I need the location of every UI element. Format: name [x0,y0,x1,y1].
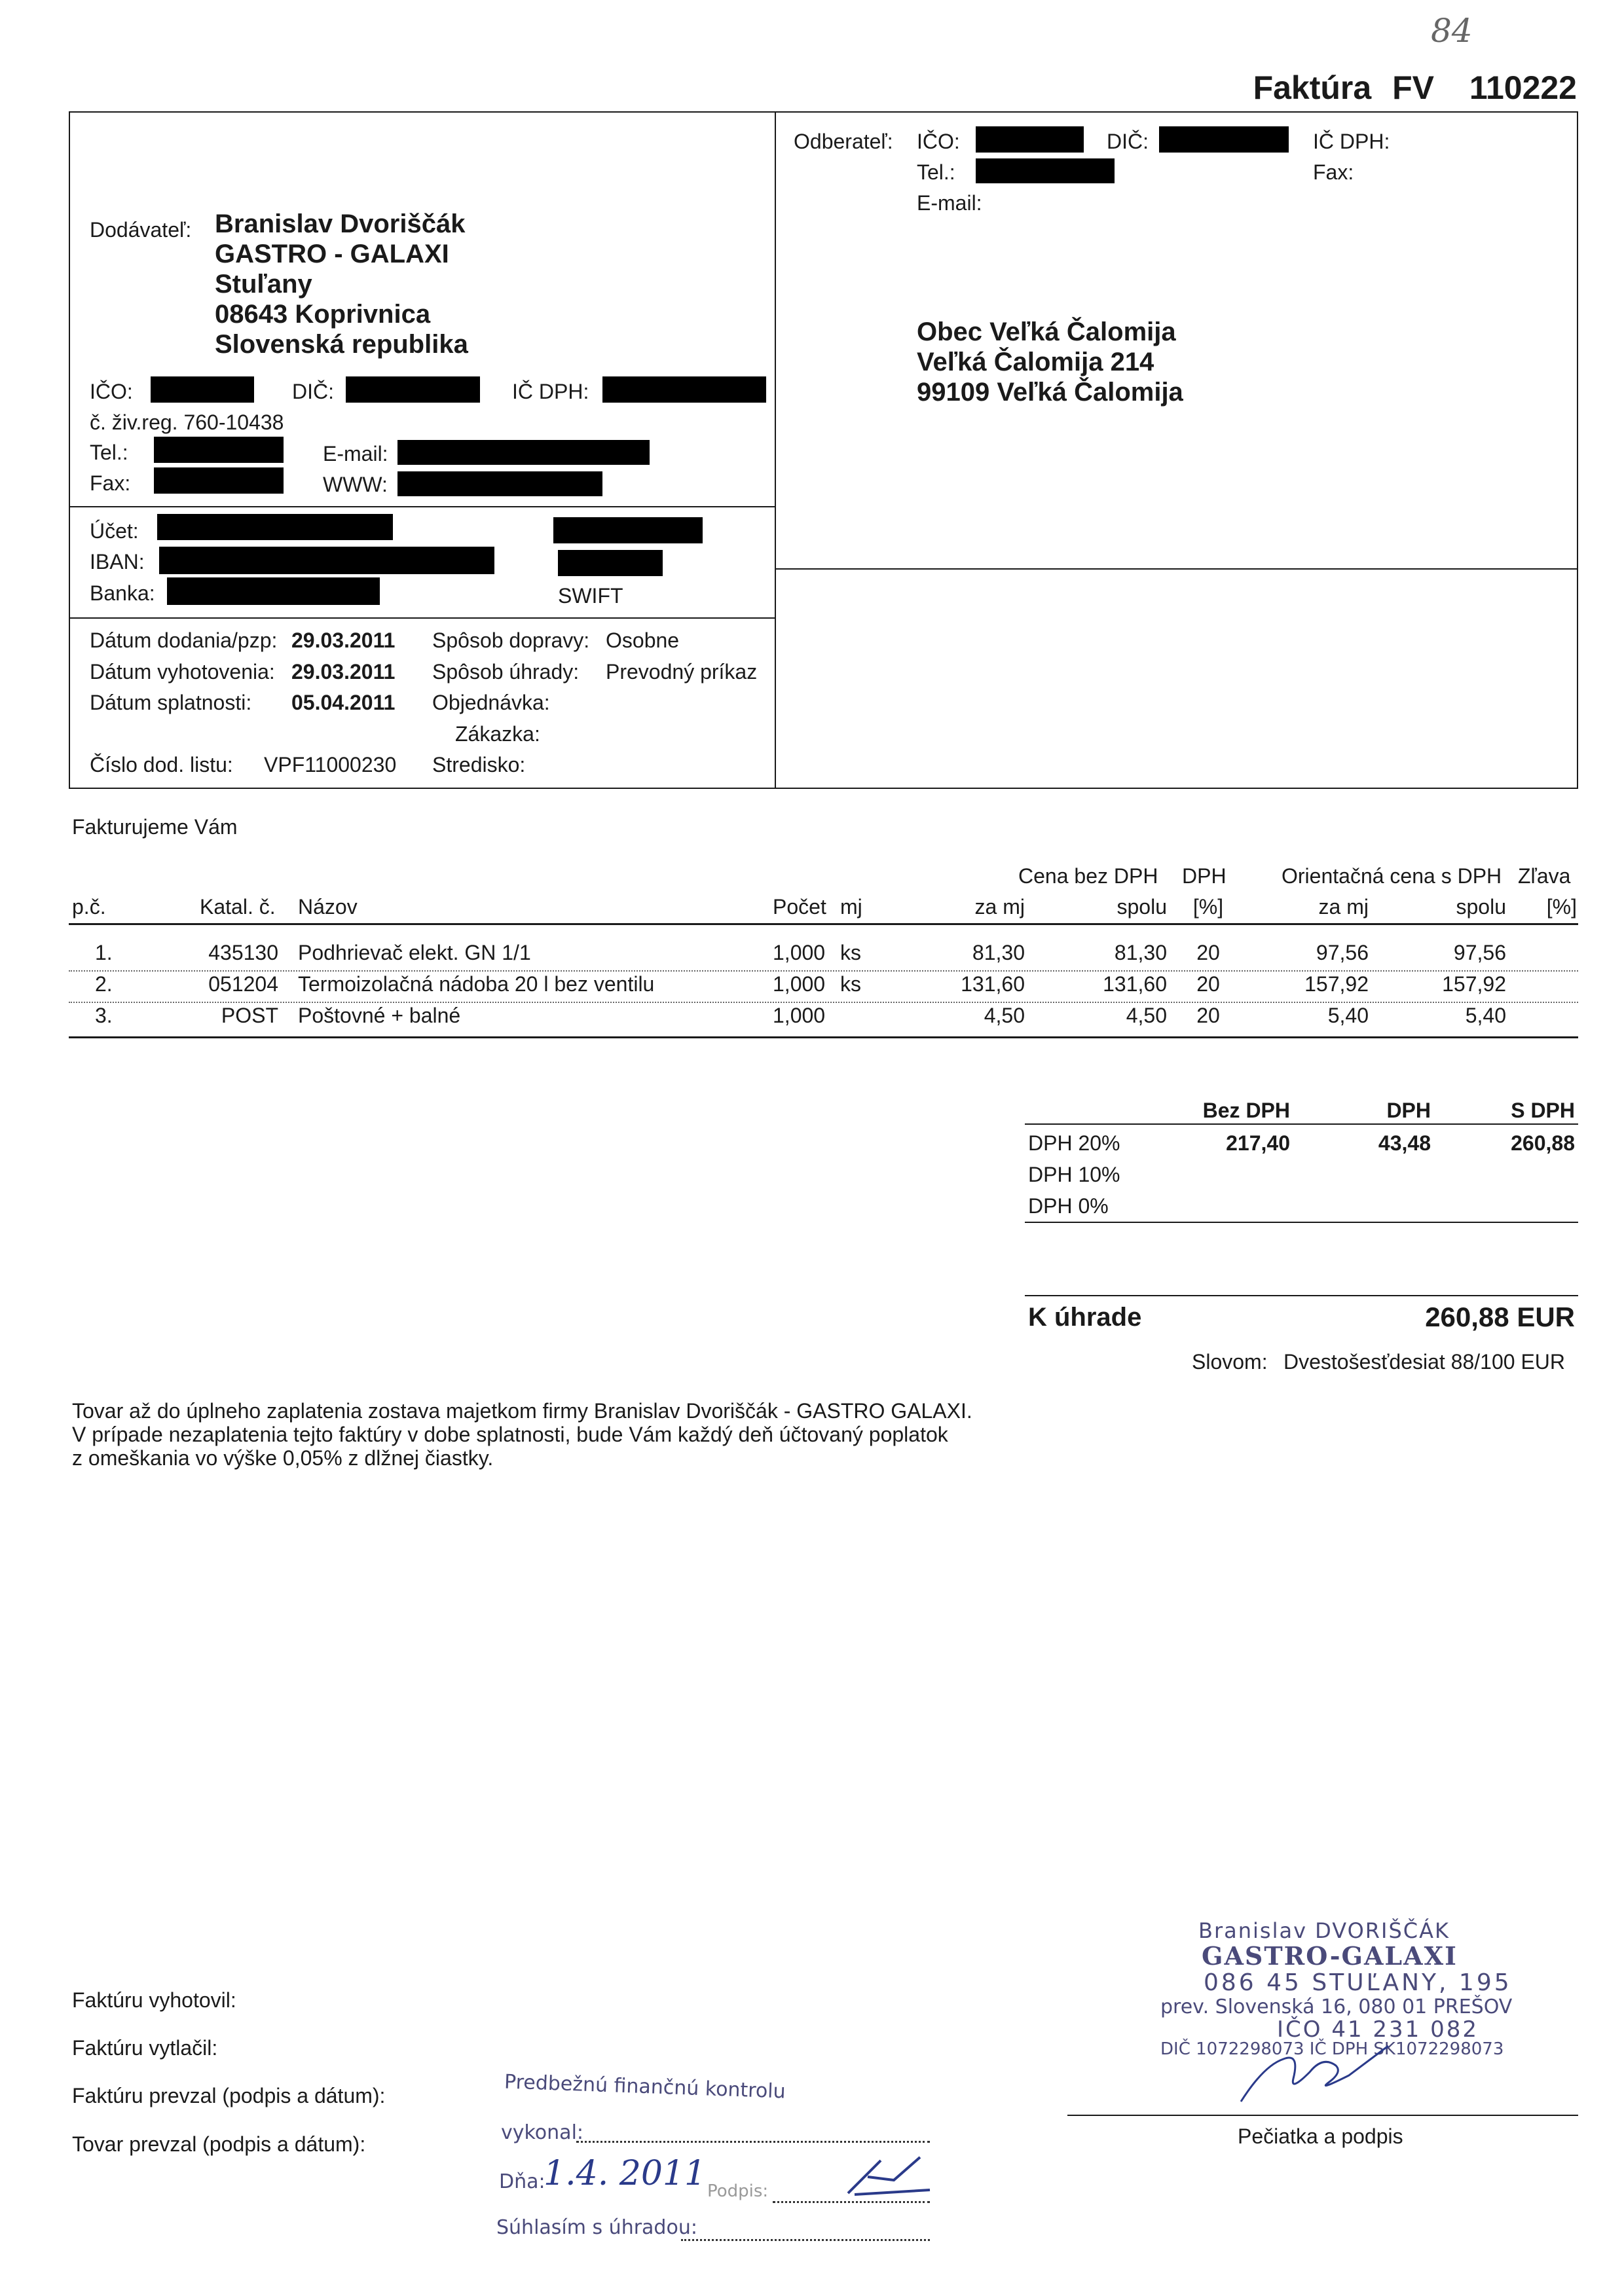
bank-swift-label: SWIFT [558,584,623,608]
redacted-supplier-fax [154,467,284,494]
row-pc: 3. [95,1004,113,1027]
row-spolu2: 97,56 [1453,941,1506,964]
intro-text: Fakturujeme Vám [72,815,238,839]
company-stamp-line3: 086 45 STUĽANY, 195 [1204,1969,1512,1996]
bank-bank-label: Banka: [90,581,155,605]
customer-icdph-label: IČ DPH: [1313,130,1390,153]
row-spolu: 81,30 [1114,941,1167,964]
row-spolu2: 157,92 [1442,972,1506,996]
col-pocet: Počet [773,895,826,919]
col-spolu2: spolu [1456,895,1506,919]
redacted-bank [167,577,380,605]
row-nazov: Poštovné + balné [298,1004,461,1027]
row-pc: 1. [95,941,113,964]
row-zamj: 4,50 [984,1004,1025,1027]
supplier-bank-divider [69,506,776,507]
control-stamp-line2: vykonal: [501,2121,584,2144]
bank-iban-label: IBAN: [90,550,145,574]
head-zlava: Zľava [1518,864,1571,888]
redacted-supplier-www [397,471,602,496]
control-stamp-signature [841,2154,933,2200]
summary-row-s: 260,88 [1511,1131,1575,1155]
table-row [0,972,1624,1004]
invoice-title-word: Faktúra [1253,69,1372,106]
redacted-iban [159,547,494,574]
row-katal: 435130 [208,941,278,964]
customer-street: Veľká Čalomija 214 [917,348,1154,376]
col-pc: p.č. [72,895,106,919]
company-stamp-line2: GASTRO-GALAXI [1202,1941,1458,1971]
customer-email-label: E-mail: [917,191,982,215]
redacted-supplier-icdph [602,376,766,403]
head-cena-bez-dph: Cena bez DPH [1018,864,1158,888]
supplier-line2: GASTRO - GALAXI [215,240,449,268]
table-header-rule [69,923,1578,925]
row-zamj: 131,60 [961,972,1025,996]
redacted-account-code [553,517,703,543]
bank-dates-divider [69,617,776,619]
customer-fax-label: Fax: [1313,160,1354,184]
control-stamp-line2-dots [576,2141,930,2143]
customer-ico-label: IČO: [917,130,960,153]
company-stamp-line6: DIČ 1072298073 IČ DPH SK1072298073 [1160,2039,1504,2059]
col-pct: [%] [1192,895,1224,919]
col-nazov: Názov [298,895,358,919]
row-mj: ks [840,972,861,996]
summary-bottom-rule [1025,1222,1578,1223]
col-pct2: [%] [1546,895,1577,919]
table-bottom-rule [69,1036,1578,1038]
order-label: Objednávka: [432,691,550,714]
delivery-note-label: Číslo dod. listu: [90,753,233,776]
summary-row-bez: 217,40 [1226,1131,1290,1155]
control-stamp-line3-dots [773,2201,930,2203]
customer-lower-divider [775,568,1578,570]
supplier-ico-label: IČO: [90,380,133,403]
amount-words-label: Slovom: [1192,1350,1268,1374]
note-line: z omeškania vo výške 0,05% z dlžnej čiastky. [72,1446,494,1470]
supplier-email-label: E-mail: [323,442,388,465]
table-row [0,941,1624,972]
supplier-line3: Stuľany [215,270,312,299]
stamp-sign-label: Pečiatka a podpis [1238,2124,1403,2148]
summary-row-label: DPH 10% [1028,1163,1120,1186]
summary-row-dph: 43,48 [1378,1131,1431,1155]
to-pay-top-rule [1025,1295,1578,1296]
customer-name: Obec Veľká Čalomija [917,318,1176,346]
redacted-account [157,514,393,540]
invoice-received-label: Faktúru prevzal (podpis a dátum): [72,2084,386,2107]
summary-col-s: S DPH [1511,1099,1575,1122]
col-zamj2: za mj [1318,895,1369,919]
delivery-note: VPF11000230 [264,753,397,776]
head-orientacna-cena: Orientačná cena s DPH [1282,864,1502,888]
control-stamp-line4-dots [681,2239,930,2241]
invoice-title [1253,69,1577,107]
control-stamp-sig-label: Podpis: [707,2181,769,2201]
customer-dic-label: DIČ: [1107,130,1149,153]
col-spolu: spolu [1116,895,1167,919]
control-stamp-date: 1.4. 2011 [544,2154,707,2193]
amount-words: Dvestošesťdesiat 88/100 EUR [1283,1350,1565,1374]
row-pocet: 1,000 [773,972,826,996]
customer-city: 99109 Veľká Čalomija [917,378,1183,407]
redacted-bank-code [558,550,663,576]
company-stamp-line1: Branislav DVORIŠČÁK [1198,1918,1450,1943]
company-stamp-signature [1238,2020,1395,2105]
customer-tel-label: Tel.: [917,160,955,184]
redacted-customer-ico [976,126,1084,153]
col-katal: Katal. č. [200,895,276,919]
row-spolu: 4,50 [1126,1004,1167,1027]
row-zamj2: 97,56 [1316,941,1369,964]
col-mj: mj [840,895,862,919]
payment-label: Spôsob úhrady: [432,660,580,683]
summary-row-label: DPH 0% [1028,1194,1109,1218]
supplier-icdph-label: IČ DPH: [512,380,589,403]
contract-label: Zákazka: [455,722,540,746]
table-row [0,1004,1624,1035]
supplier-tel-label: Tel.: [90,441,128,464]
invoice-number: 110222 [1469,69,1577,106]
supplier-line5: Slovenská republika [215,330,468,359]
company-stamp-line4: prev. Slovenská 16, 080 01 PREŠOV [1160,1995,1513,2018]
row-pocet: 1,000 [773,941,826,964]
supplier-www-label: WWW: [323,473,388,496]
supplier-fax-label: Fax: [90,471,131,495]
transport: Osobne [606,629,680,652]
row-nazov: Podhrievač elekt. GN 1/1 [298,941,531,964]
redacted-supplier-tel [154,437,284,463]
row-spolu: 131,60 [1103,972,1167,996]
summary-col-bez: Bez DPH [1202,1099,1290,1122]
row-zamj2: 157,92 [1304,972,1369,996]
invoice-series: FV [1392,69,1434,106]
control-stamp-line4: Súhlasím s úhradou: [496,2216,697,2239]
transport-label: Spôsob dopravy: [432,629,590,652]
redacted-supplier-ico [151,376,254,403]
row-zamj: 81,30 [972,941,1025,964]
head-dph: DPH [1182,864,1227,888]
goods-received-label: Tovar prevzal (podpis a dátum): [72,2132,366,2156]
supplier-name: Branislav Dvoriščák [215,210,466,238]
row-katal: 051204 [208,972,278,996]
control-stamp-day-label: Dňa: [499,2170,545,2193]
row-spolu2: 5,40 [1465,1004,1506,1027]
summary-col-dph: DPH [1386,1099,1431,1122]
handwritten-page-number: 84 [1431,12,1473,50]
header-vertical-divider [775,111,776,789]
issue-date: 29.03.2011 [291,660,396,683]
due-date: 05.04.2011 [291,691,396,714]
payment: Prevodný príkaz [606,660,758,683]
row-dph: 20 [1196,941,1220,964]
note-line: V prípade nezaplatenia tejto faktúry v dobe splatnosti, bude Vám každý deň účtovaný poplatok [72,1423,948,1446]
row-pc: 2. [95,972,113,996]
to-pay-amount: 260,88 EUR [1425,1302,1575,1332]
delivery-date: 29.03.2011 [291,629,396,652]
due-date-label: Dátum splatnosti: [90,691,252,714]
delivery-date-label: Dátum dodania/pzp: [90,629,278,652]
redacted-supplier-email [397,440,650,465]
supplier-zivreg: č. živ.reg. 760-10438 [90,410,284,434]
row-mj: ks [840,941,861,964]
summary-header-rule [1025,1123,1578,1125]
company-stamp-line5: IČO 41 231 082 [1277,2016,1479,2043]
note-line: Tovar až do úplneho zaplatenia zostava majetkom firmy Branislav Dvoriščák - GASTRO GALAXI. [72,1399,972,1423]
bank-account-label: Účet: [90,519,139,543]
row-zamj2: 5,40 [1327,1004,1369,1027]
to-pay-label: K úhrade [1028,1303,1142,1332]
redacted-supplier-dic [346,376,480,403]
supplier-dic-label: DIČ: [292,380,334,403]
issued-by-label: Faktúru vyhotovil: [72,1988,236,2012]
summary-row-label: DPH 20% [1028,1131,1120,1155]
supplier-label: Dodávateľ: [90,218,192,242]
printed-by-label: Faktúru vytlačil: [72,2036,218,2060]
center-label: Stredisko: [432,753,526,776]
col-zamj: za mj [974,895,1025,919]
control-stamp-line1: Predbežnú finančnú kontrolu [504,2070,786,2104]
redacted-customer-tel [976,158,1115,183]
stamp-sign-rule [1067,2115,1578,2116]
redacted-customer-dic [1159,126,1289,153]
row-dph: 20 [1196,1004,1220,1027]
row-dph: 20 [1196,972,1220,996]
row-pocet: 1,000 [773,1004,826,1027]
issue-date-label: Dátum vyhotovenia: [90,660,275,683]
row-nazov: Termoizolačná nádoba 20 l bez ventilu [298,972,655,996]
row-separator [69,1002,1578,1003]
customer-label: Odberateľ: [794,130,893,153]
supplier-line4: 08643 Koprivnica [215,300,431,329]
row-separator [69,970,1578,972]
row-katal: POST [221,1004,278,1027]
